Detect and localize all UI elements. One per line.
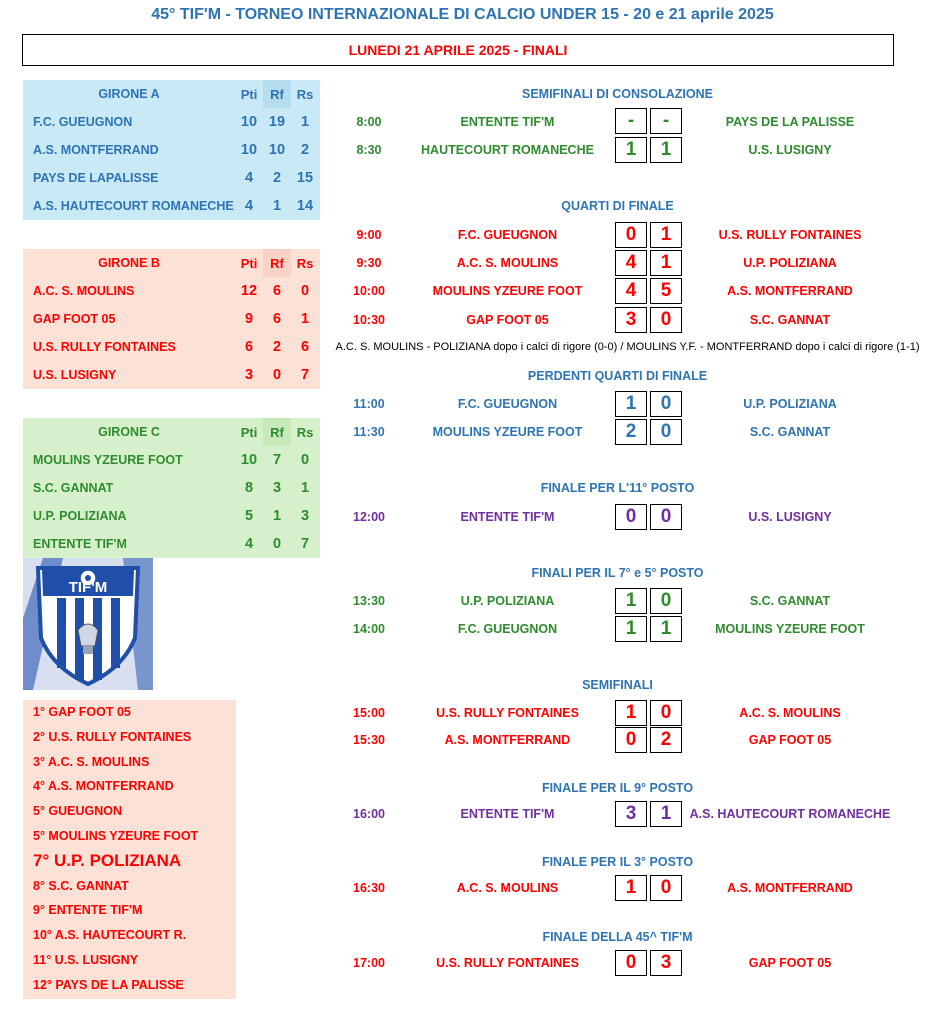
rf: 6: [272, 283, 282, 299]
rs: 14: [296, 198, 314, 214]
match-time: 8:00: [356, 115, 382, 129]
match-time: 10:00: [353, 284, 385, 298]
rf: 6: [272, 311, 282, 327]
section-title: SEMIFINALI: [582, 678, 653, 692]
pti: 6: [244, 339, 254, 355]
home-score: 1: [615, 700, 647, 726]
rf: 2: [272, 339, 282, 355]
home-score: 1: [615, 391, 647, 417]
club-logo: [23, 558, 153, 690]
home-team: MOULINS YZEURE FOOT: [432, 284, 583, 298]
away-score: 0: [650, 307, 682, 333]
ranking-item: 9° ENTENTE TIF'M: [33, 903, 143, 918]
away-team: A.S. MONTFERRAND: [727, 284, 853, 298]
rs: 2: [300, 142, 310, 158]
table-row: [23, 108, 320, 136]
home-team: F.C. GUEUGNON: [457, 228, 558, 242]
section-title: FINALE PER L'11° POSTO: [540, 481, 695, 495]
col-rf: Rf: [263, 249, 291, 277]
away-team: U.P. POLIZIANA: [743, 256, 837, 270]
ranking-item: 3° A.C. S. MOULINS: [33, 754, 150, 769]
rs: 6: [300, 339, 310, 355]
match-time: 10:30: [353, 313, 385, 327]
col-rf: Rf: [263, 80, 291, 108]
ranking-item: 5° MOULINS YZEURE FOOT: [33, 828, 199, 843]
match-time: 12:00: [353, 510, 385, 524]
col-rs: Rs: [296, 86, 314, 102]
rf: 0: [272, 536, 282, 552]
away-team: U.S. RULLY FONTAINES: [718, 228, 862, 242]
table-row: [23, 361, 320, 389]
away-team: U.S. LUSIGNY: [748, 510, 832, 524]
club-logo-graphic: [23, 558, 153, 690]
pti: 4: [244, 170, 254, 186]
home-team: A.S. MONTFERRAND: [444, 733, 571, 747]
table-row: [23, 277, 320, 305]
rs: 3: [300, 508, 310, 524]
section-title: FINALE DELLA 45^ TIF'M: [542, 930, 693, 944]
away-score: 1: [650, 222, 682, 248]
home-score: 3: [615, 307, 647, 333]
rf: 1: [272, 508, 282, 524]
away-score: -: [650, 108, 682, 134]
ranking-item: 8° S.C. GANNAT: [33, 878, 129, 893]
away-team: S.C. GANNAT: [749, 425, 831, 439]
match-time: 16:00: [353, 807, 385, 821]
final-ranking: [23, 700, 236, 999]
team-name: GAP FOOT 05: [33, 312, 116, 326]
team-name: F.C. GUEUGNON: [33, 115, 133, 129]
pti: 10: [240, 452, 258, 468]
penalties-note: A.C. S. MOULINS - POLIZIANA dopo i calci di rigore (0-0) / MOULINS Y.F. - MONTFERRAND dopo i calci di rigore (1-1): [335, 341, 920, 353]
table-row: [23, 164, 320, 192]
away-team: A.S. MONTFERRAND: [727, 881, 853, 895]
col-rs: Rs: [296, 424, 314, 440]
home-team: U.S. RULLY FONTAINES: [436, 706, 579, 720]
away-team: S.C. GANNAT: [749, 313, 831, 327]
pti: 4: [244, 536, 254, 552]
page-title: 45° TIF'M - TORNEO INTERNAZIONALE DI CALCIO UNDER 15 - 20 e 21 aprile 2025: [151, 6, 774, 23]
ranking-item: 11° U.S. LUSIGNY: [33, 952, 139, 967]
home-team: GAP FOOT 05: [466, 313, 549, 327]
pti: 10: [240, 114, 258, 130]
match-time: 9:00: [356, 228, 382, 242]
team-name: A.S. MONTFERRAND: [33, 143, 159, 157]
team-name: U.S. LUSIGNY: [33, 368, 117, 382]
table-row: [23, 502, 320, 530]
home-team: U.P. POLIZIANA: [460, 594, 555, 608]
home-score: 0: [615, 222, 647, 248]
table-row: [23, 530, 320, 558]
home-team: F.C. GUEUGNON: [457, 622, 558, 636]
home-score: 4: [615, 250, 647, 276]
home-team: F.C. GUEUGNON: [457, 397, 558, 411]
away-score: 1: [650, 250, 682, 276]
home-score: 1: [615, 616, 647, 642]
col-pti: Pti: [240, 86, 258, 102]
home-score: 0: [615, 950, 647, 976]
day-banner: LUNEDI 21 APRILE 2025 - FINALI: [22, 34, 894, 66]
col-pti: Pti: [240, 255, 258, 271]
match-time: 15:30: [353, 733, 385, 747]
away-score: 0: [650, 875, 682, 901]
away-score: 1: [650, 801, 682, 827]
team-name: S.C. GANNAT: [33, 481, 114, 495]
col-pti: Pti: [240, 424, 258, 440]
team-name: U.S. RULLY FONTAINES: [33, 340, 176, 354]
table-row: [23, 333, 320, 361]
team-name: ENTENTE TIF'M: [33, 537, 127, 551]
team-name: U.P. POLIZIANA: [33, 509, 127, 523]
away-score: 1: [650, 616, 682, 642]
girone-a-table: [23, 80, 320, 220]
home-team: ENTENTE TIF'M: [460, 510, 555, 524]
home-score: 1: [615, 588, 647, 614]
away-score: 3: [650, 950, 682, 976]
col-rs: Rs: [296, 255, 314, 271]
away-team: MOULINS YZEURE FOOT: [715, 622, 865, 636]
rs: 1: [300, 480, 310, 496]
ranking-item: 7° U.P. POLIZIANA: [33, 850, 182, 870]
table-row: [23, 136, 320, 164]
match-time: 11:00: [353, 397, 385, 411]
home-score: 1: [615, 875, 647, 901]
pti: 12: [240, 283, 258, 299]
girone-b-table: [23, 249, 320, 389]
ranking-item: 10° A.S. HAUTECOURT R.: [33, 928, 187, 943]
home-team: HAUTECOURT ROMANECHE: [421, 143, 594, 157]
section-title: SEMIFINALI DI CONSOLAZIONE: [522, 87, 713, 101]
girone-c-header: [23, 418, 320, 446]
table-row: [23, 192, 320, 220]
home-score: 0: [615, 727, 647, 753]
team-name: A.S. HAUTECOURT ROMANECHE: [33, 199, 234, 213]
rs: 1: [300, 114, 310, 130]
home-team: MOULINS YZEURE FOOT: [432, 425, 583, 439]
section-title: PERDENTI QUARTI DI FINALE: [527, 369, 708, 383]
ranking-item: 2° U.S. RULLY FONTAINES: [33, 729, 192, 744]
away-score: 0: [650, 700, 682, 726]
rf: 2: [272, 170, 282, 186]
match-time: 16:30: [353, 881, 385, 895]
rs: 15: [296, 170, 314, 186]
pti: 5: [244, 508, 254, 524]
home-team: ENTENTE TIF'M: [460, 807, 555, 821]
rs: 1: [300, 311, 310, 327]
pti: 9: [244, 311, 254, 327]
home-score: 1: [615, 137, 647, 163]
away-team: A.C. S. MOULINS: [739, 706, 841, 720]
group-name: GIRONE B: [98, 256, 160, 270]
away-team: U.P. POLIZIANA: [743, 397, 837, 411]
table-row: [23, 305, 320, 333]
away-score: 0: [650, 391, 682, 417]
pti: 10: [240, 142, 258, 158]
rf: 3: [272, 480, 282, 496]
group-name: GIRONE A: [98, 87, 160, 101]
away-team: A.S. HAUTECOURT ROMANECHE: [689, 807, 891, 821]
section-title: QUARTI DI FINALE: [561, 199, 674, 213]
match-time: 11:30: [353, 425, 385, 439]
home-team: A.C. S. MOULINS: [456, 881, 559, 895]
rf: 19: [268, 114, 286, 130]
away-score: 2: [650, 727, 682, 753]
home-score: 3: [615, 801, 647, 827]
away-team: GAP FOOT 05: [748, 733, 832, 747]
rs: 0: [300, 283, 310, 299]
match-time: 9:30: [356, 256, 382, 270]
home-score: -: [615, 108, 647, 134]
rs: 7: [300, 536, 310, 552]
rf: 0: [272, 367, 282, 383]
rf: 10: [268, 142, 286, 158]
rf: 1: [272, 198, 282, 214]
home-score: 4: [615, 278, 647, 304]
away-team: S.C. GANNAT: [749, 594, 831, 608]
girone-a-header: [23, 80, 320, 108]
away-score: 0: [650, 588, 682, 614]
home-score: 2: [615, 419, 647, 445]
group-name: GIRONE C: [98, 425, 160, 439]
match-time: 13:30: [353, 594, 385, 608]
away-score: 5: [650, 278, 682, 304]
logo-text: TIF'M: [68, 579, 108, 596]
match-time: 17:00: [353, 956, 385, 970]
ranking-item: 5° GUEUGNON: [33, 804, 123, 819]
match-time: 8:30: [356, 143, 382, 157]
pti: 8: [244, 480, 254, 496]
team-name: A.C. S. MOULINS: [33, 284, 135, 298]
home-score: 0: [615, 504, 647, 530]
away-score: 0: [650, 504, 682, 530]
rf: 7: [272, 452, 282, 468]
home-team: A.C. S. MOULINS: [456, 256, 559, 270]
away-score: 1: [650, 137, 682, 163]
match-time: 15:00: [353, 706, 385, 720]
table-row: [23, 446, 320, 474]
section-title: FINALI PER IL 7° e 5° POSTO: [531, 566, 704, 580]
match-time: 14:00: [353, 622, 385, 636]
rs: 7: [300, 367, 310, 383]
ranking-item: 4° A.S. MONTFERRAND: [33, 779, 174, 794]
pti: 4: [244, 198, 254, 214]
away-team: GAP FOOT 05: [748, 956, 832, 970]
away-team: U.S. LUSIGNY: [748, 143, 832, 157]
home-team: U.S. RULLY FONTAINES: [436, 956, 579, 970]
ranking-item: 12° PAYS DE LA PALISSE: [33, 977, 184, 992]
team-name: PAYS DE LAPALISSE: [33, 171, 159, 185]
pti: 3: [244, 367, 254, 383]
girone-b-header: [23, 249, 320, 277]
ranking-item: 1° GAP FOOT 05: [33, 705, 131, 719]
away-score: 0: [650, 419, 682, 445]
home-team: ENTENTE TIF'M: [460, 115, 555, 129]
section-title: FINALE PER IL 9° POSTO: [541, 781, 694, 795]
team-name: MOULINS YZEURE FOOT: [33, 453, 183, 467]
section-title: FINALE PER IL 3° POSTO: [541, 855, 694, 869]
col-rf: Rf: [263, 418, 291, 446]
table-row: [23, 474, 320, 502]
rs: 0: [300, 452, 310, 468]
away-team: PAYS DE LA PALISSE: [725, 115, 855, 129]
girone-c-table: [23, 418, 320, 558]
